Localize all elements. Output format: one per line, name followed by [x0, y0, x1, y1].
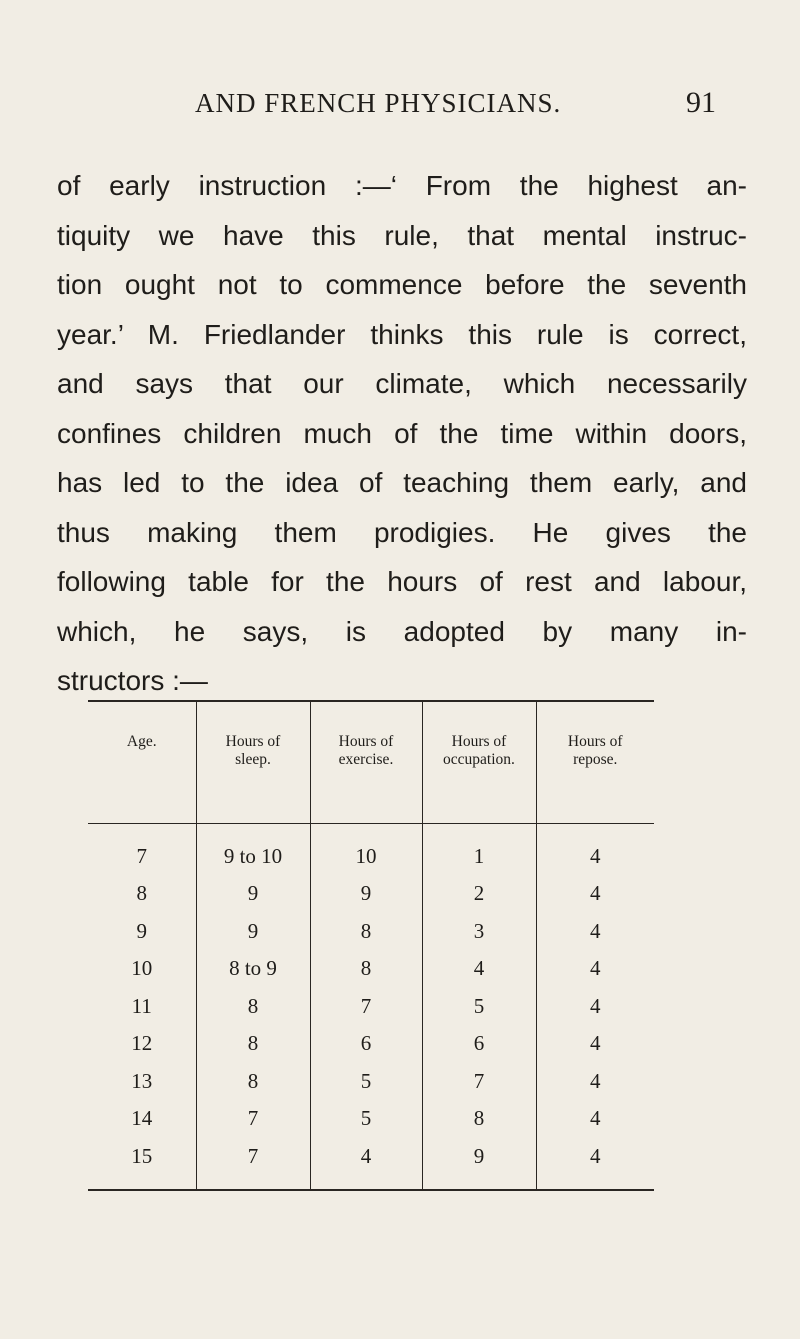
- text-line: year.’ M. Friedlander thinks this rule is correct,: [57, 318, 747, 350]
- table-cell-occupation: 8: [422, 1100, 536, 1138]
- table-cell-sleep: 9: [196, 875, 310, 913]
- table-cell-occupation: 4: [422, 950, 536, 988]
- table-cell-age: 7: [136, 843, 147, 868]
- table-cell-repose: 4: [536, 950, 654, 988]
- table-cell-repose: 4: [536, 1063, 654, 1101]
- table-cell-exercise: 8: [310, 913, 422, 951]
- column-header-text: Hours of: [338, 733, 394, 750]
- table-cell-exercise: 9: [310, 875, 422, 913]
- body-paragraph: [57, 161, 747, 706]
- table-row: [88, 1138, 654, 1191]
- table-header-row: [88, 701, 654, 823]
- table-row: [88, 823, 654, 875]
- table-cell-exercise: 10: [310, 823, 422, 875]
- table-row: [88, 913, 654, 951]
- table-cell-occupation: 9: [422, 1138, 536, 1191]
- table-cell-age: 12: [131, 1031, 153, 1056]
- table-cell-occupation: 5: [422, 988, 536, 1026]
- table-row: [88, 1025, 654, 1063]
- running-head-title: AND FRENCH PHYSICIANS.: [195, 88, 562, 118]
- table-cell-occupation: 1: [422, 823, 536, 875]
- text-line: thus making them prodigies. He gives the: [57, 516, 747, 548]
- table-cell-occupation: 6: [422, 1025, 536, 1063]
- table-row: [88, 1100, 654, 1138]
- table-row: [88, 950, 654, 988]
- hours-table: [88, 700, 654, 1191]
- text-line: which, he says, is adopted by many in-: [57, 615, 747, 647]
- column-header-text: Hours of: [225, 733, 281, 750]
- table-body: [88, 823, 654, 1190]
- table-row: [88, 875, 654, 913]
- column-header-text: repose.: [573, 751, 618, 768]
- column-header-age: [88, 701, 196, 823]
- table-cell-repose: 4: [536, 1100, 654, 1138]
- table-cell-age: 13: [131, 1068, 153, 1093]
- table-row: [88, 1063, 654, 1101]
- column-header-occupation: [422, 701, 536, 823]
- text-line: tiquity we have this rule, that mental instruc-: [57, 219, 747, 251]
- table-cell-repose: 4: [536, 1138, 654, 1191]
- table-cell-sleep: 8: [196, 1063, 310, 1101]
- table-cell-repose: 4: [536, 823, 654, 875]
- column-header-text: exercise.: [338, 751, 394, 768]
- table-cell-sleep: 7: [196, 1100, 310, 1138]
- table-cell-occupation: 3: [422, 913, 536, 951]
- text-line: structors :—: [57, 665, 208, 696]
- table-cell-exercise: 8: [310, 950, 422, 988]
- table-cell-sleep: 8: [196, 1025, 310, 1063]
- column-header-repose: [536, 701, 654, 823]
- table-cell-exercise: 6: [310, 1025, 422, 1063]
- table-cell-occupation: 2: [422, 875, 536, 913]
- column-header-text: Hours of: [451, 733, 507, 750]
- column-header-text: Hours of: [567, 733, 623, 750]
- table-cell-repose: 4: [536, 988, 654, 1026]
- table-cell-age: 10: [131, 956, 153, 981]
- table-cell-sleep: 8 to 9: [196, 950, 310, 988]
- column-header-exercise: [310, 701, 422, 823]
- table-cell-repose: 4: [536, 875, 654, 913]
- table-cell-exercise: 5: [310, 1063, 422, 1101]
- table-cell-sleep: 9 to 10: [196, 823, 310, 875]
- text-line: and says that our climate, which necessarily: [57, 368, 747, 399]
- table-cell-age: 9: [136, 918, 147, 943]
- column-header-sleep: [196, 701, 310, 823]
- text-line: has led to the idea of teaching them early, and: [57, 467, 747, 498]
- table-cell-occupation: 7: [422, 1063, 536, 1101]
- page-number: 91: [686, 86, 716, 119]
- table-cell-exercise: 7: [310, 988, 422, 1026]
- table-cell-age: 11: [131, 993, 152, 1018]
- text-line: tion ought not to commence before the seventh: [57, 269, 747, 300]
- table-row: [88, 988, 654, 1026]
- column-header-text: sleep.: [235, 751, 271, 768]
- column-header-text: occupation.: [443, 751, 515, 768]
- table-cell-exercise: 5: [310, 1100, 422, 1138]
- table-cell-exercise: 4: [310, 1138, 422, 1191]
- table-cell-repose: 4: [536, 1025, 654, 1063]
- table-cell-repose: 4: [536, 913, 654, 951]
- table-cell-age: 8: [136, 881, 147, 906]
- table-cell-sleep: 9: [196, 913, 310, 951]
- table-cell-sleep: 8: [196, 988, 310, 1026]
- table-cell-age: 14: [131, 1106, 153, 1131]
- text-line: of early instruction :—‘ From the highest an-: [57, 170, 747, 201]
- text-line: following table for the hours of rest and labour,: [57, 566, 747, 597]
- table-cell-age: 15: [131, 1143, 153, 1168]
- table-cell-sleep: 7: [196, 1138, 310, 1191]
- text-line: confines children much of the time within doors,: [57, 417, 747, 449]
- column-header-text: Age.: [126, 733, 157, 750]
